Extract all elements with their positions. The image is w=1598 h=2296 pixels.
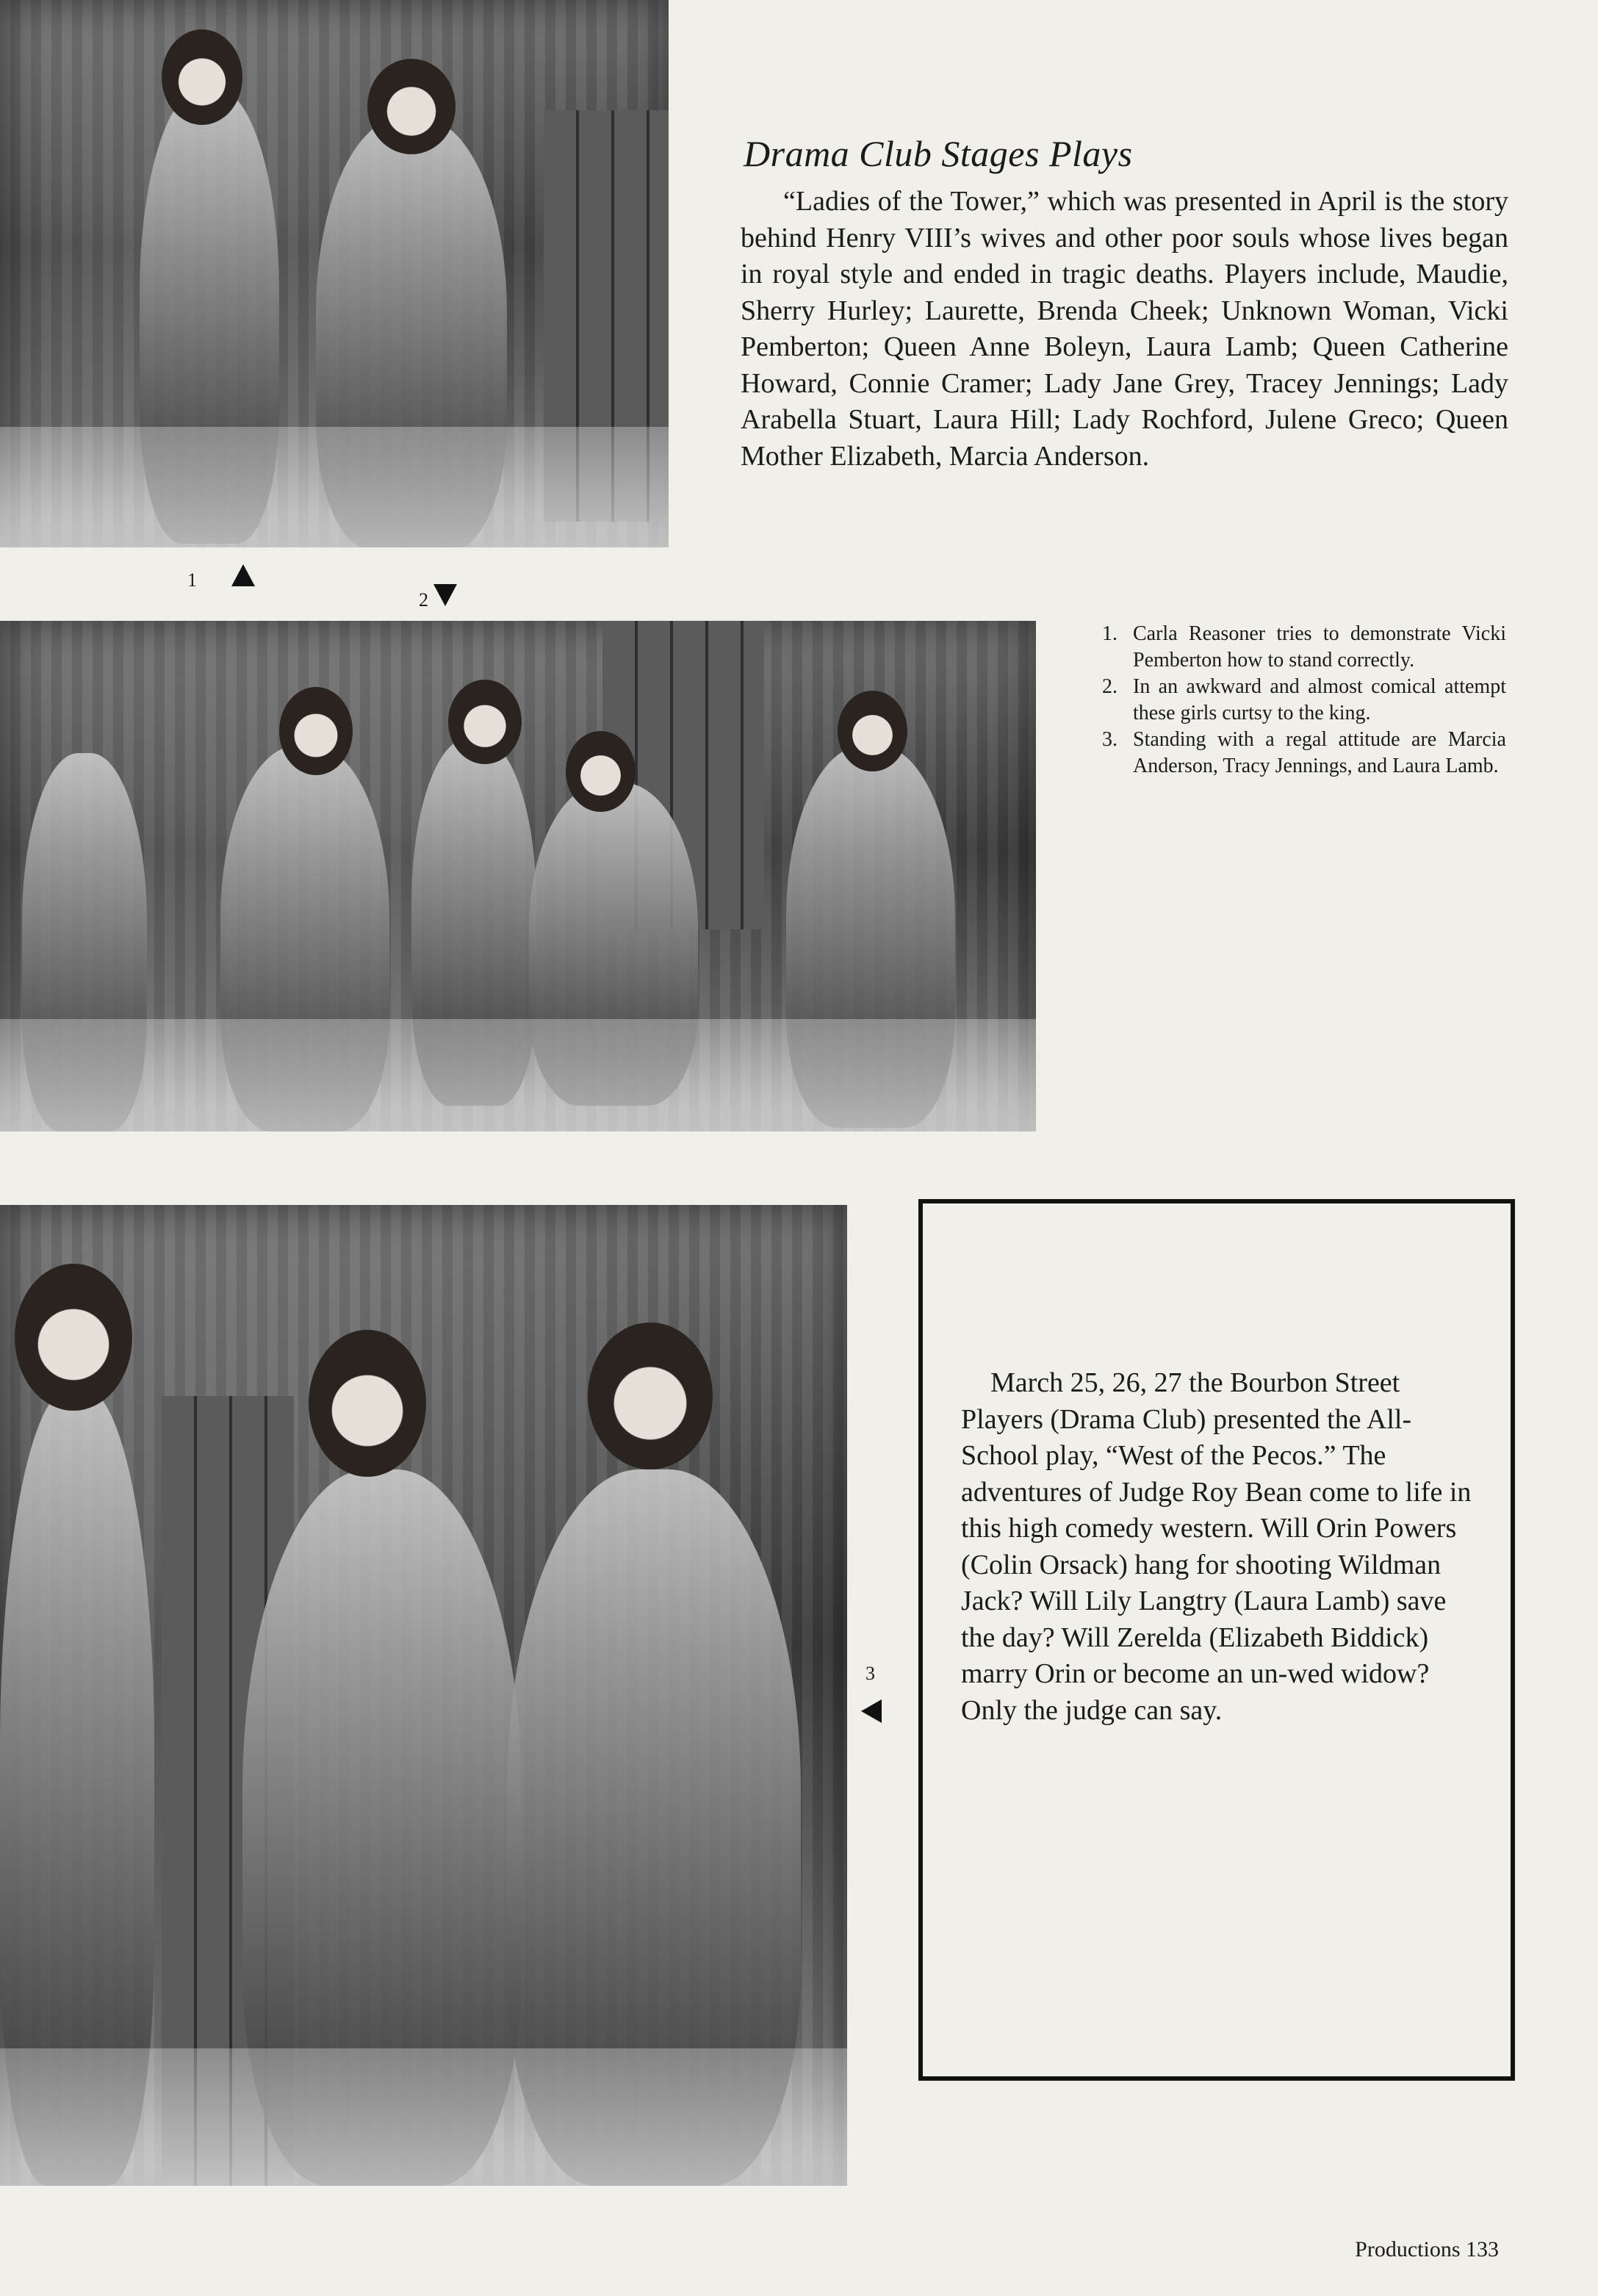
page-folio: [1355, 2237, 1499, 2262]
photo-captions: [1102, 621, 1506, 780]
caption-text: In an awkward and almost comical attempt these girls curtsy to the king.: [1133, 675, 1506, 724]
photo-3: [0, 1205, 847, 2186]
down-triangle-icon: [433, 584, 457, 606]
photo-1-marker: [187, 564, 255, 590]
headline: Drama Club Stages Plays: [744, 133, 1133, 174]
photo-2-number: 2: [419, 589, 428, 611]
photo-3-marker: [861, 1664, 882, 1727]
caption-item: [1102, 727, 1506, 780]
caption-item: [1102, 621, 1506, 674]
photo-3-number: 3: [865, 1663, 875, 1684]
photo-1: [0, 0, 669, 547]
folio-section: Productions: [1355, 2237, 1461, 2261]
photo-2: [0, 621, 1036, 1131]
story-west-of-the-pecos: March 25, 26, 27 the Bourbon Street Players (Drama Club) presented the All-School play, “West of the Pecos.” The adventures of Judge Roy Bean come to life in this high comedy western. Will Orin Powers (Colin Orsack) hang for shooting Wildman Jack? Will Lily Langtry (Laura Lamb) save the day? Will Zerelda (Elizabeth Biddick) marry Orin or become an un-wed widow? Only the judge can say.: [961, 1367, 1472, 1726]
caption-item: [1102, 674, 1506, 727]
caption-text: Carla Reasoner tries to demonstrate Vicki Pemberton how to stand correctly.: [1133, 622, 1506, 672]
story-ladies-of-the-tower: “Ladies of the Tower,” which was presented in April is the story behind Henry VIII’s wives and other poor souls whose lives began in royal style and ended in tragic deaths. Players include, Maudie, Sherry Hurley; Laurette, Brenda Cheek; Unknown Woman, Vicki Pemberton; Queen Anne Boleyn, Laura Lamb; Queen Catherine Howard, Connie Cramer; Lady Jane Grey, Tracey Jennings; Lady Arabella Stuart, Laura Hill; Lady Rochford, Julene Greco; Queen Mother Elizabeth, Marcia Anderson.: [741, 186, 1508, 472]
caption-number: 3.: [1102, 728, 1117, 751]
caption-number: 1.: [1102, 622, 1117, 645]
caption-text: Standing with a regal attitude are Marcia Anderson, Tracy Jennings, and Laura Lamb.: [1133, 728, 1506, 777]
photo-2-marker: [419, 584, 457, 610]
up-triangle-icon: [231, 564, 255, 586]
caption-number: 2.: [1102, 675, 1117, 698]
photo-1-number: 1: [187, 569, 197, 591]
folio-page-number: 133: [1466, 2237, 1499, 2261]
west-of-the-pecos-box: [918, 1199, 1515, 2081]
left-triangle-icon: [861, 1699, 882, 1723]
